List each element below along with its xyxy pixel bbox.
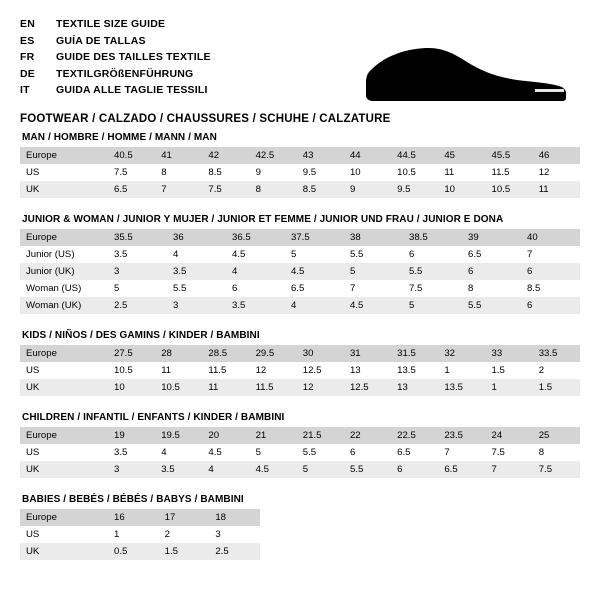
size-cell: 12.5: [344, 379, 391, 396]
size-cell: 4: [161, 447, 167, 458]
size-cell: 5.5: [344, 461, 391, 478]
size-cell: 22.5: [391, 427, 438, 444]
section-title: MAN / HOMBRE / HOMME / MANN / MAN: [22, 132, 217, 143]
size-cell: 45.5: [486, 147, 533, 164]
size-cell: 3.5: [167, 263, 226, 280]
row-label: Junior (UK): [20, 263, 108, 280]
size-cell: 41: [155, 147, 202, 164]
size-cell: 11: [533, 181, 580, 198]
row-label: Woman (UK): [20, 297, 108, 314]
section-title: BABIES / BEBÉS / BÉBÉS / BABYS / BAMBINI: [22, 494, 244, 505]
table-row: [20, 526, 260, 543]
size-cell: 6: [391, 461, 438, 478]
section-title: JUNIOR & WOMAN / JUNIOR Y MUJER / JUNIOR ET FEMME / JUNIOR UND FRAU / JUNIOR E DONA: [22, 214, 504, 225]
row-label: Europe: [20, 427, 108, 444]
size-cell: 10: [108, 379, 155, 396]
size-cell: 42.5: [250, 147, 297, 164]
size-cell: 4.5: [285, 263, 344, 280]
size-cell: 22: [344, 427, 391, 444]
size-cell: 7.5: [409, 283, 423, 294]
row-label: US: [26, 447, 40, 458]
language-code: EN: [20, 18, 35, 30]
size-cell: 3: [167, 297, 226, 314]
table-row: [20, 362, 580, 379]
size-cell: 5.5: [173, 283, 187, 294]
size-cell: 5: [255, 447, 261, 458]
page-title: FOOTWEAR / CALZADO / CHAUSSURES / SCHUHE / CALZATURE: [20, 112, 391, 125]
size-cell: 8: [250, 181, 297, 198]
size-cell: 6: [349, 447, 356, 458]
section-title: KIDS / NIÑOS / DES GAMINS / KINDER / BAMBINI: [22, 330, 260, 341]
size-cell: 13.5: [438, 379, 485, 396]
size-cell: 38.5: [403, 229, 462, 246]
size-cell: 7: [486, 461, 533, 478]
size-cell: 11: [161, 365, 172, 376]
table-row: [20, 379, 580, 396]
table-row: [20, 543, 260, 560]
size-cell: 5.5: [462, 297, 521, 314]
size-cell: 3.5: [155, 461, 202, 478]
size-cell: 12: [538, 167, 550, 178]
size-cell: 7.5: [114, 167, 128, 178]
size-cell: 6.5: [468, 249, 482, 260]
size-cell: 6: [462, 263, 521, 280]
language-row: [20, 66, 211, 83]
size-cell: 6: [232, 283, 238, 294]
size-cell: 6: [521, 297, 580, 314]
size-cell: 43: [297, 147, 344, 164]
size-cell: 9: [255, 167, 261, 178]
size-cell: 8.5: [527, 283, 541, 294]
size-cell: 38: [344, 229, 403, 246]
row-label: US: [26, 529, 40, 540]
row-label: US: [26, 167, 40, 178]
size-cell: 11.5: [491, 167, 510, 178]
size-section: [20, 132, 580, 198]
size-cell: 10.5: [486, 181, 533, 198]
size-cell: 3: [108, 263, 167, 280]
size-cell: 1.5: [491, 365, 505, 376]
size-cell: 23.5: [438, 427, 485, 444]
row-label: Europe: [20, 147, 108, 164]
size-cell: 7.5: [491, 447, 505, 458]
size-cell: 6: [521, 263, 580, 280]
size-cell: 6.5: [438, 461, 485, 478]
size-cell: 33: [486, 345, 533, 362]
size-cell: 2: [164, 529, 170, 540]
size-cell: 13: [391, 379, 438, 396]
size-cell: 10.5: [397, 167, 416, 178]
size-cell: 10.5: [155, 379, 202, 396]
size-cell: 8: [538, 447, 545, 458]
language-title: GUIDE DES TAILLES TEXTILE: [56, 51, 211, 64]
language-title: TEXTILGRÖßENFÜHRUNG: [56, 67, 194, 80]
size-cell: 31: [344, 345, 391, 362]
table-row: [20, 345, 580, 362]
size-cell: 24: [486, 427, 533, 444]
size-cell: 21: [250, 427, 297, 444]
size-cell: 0.5: [108, 543, 159, 560]
size-cell: 11: [202, 379, 249, 396]
size-cell: 11: [444, 167, 455, 178]
size-cell: 10.5: [114, 365, 133, 376]
size-cell: 40: [521, 229, 580, 246]
size-cell: 10: [349, 167, 361, 178]
size-cell: 8.5: [208, 167, 222, 178]
table-row: [20, 427, 580, 444]
size-cell: 29.5: [250, 345, 297, 362]
size-section: [20, 412, 580, 478]
size-cell: 46: [533, 147, 580, 164]
size-cell: 3: [108, 461, 155, 478]
size-cell: 1: [444, 365, 450, 376]
size-cell: 36.5: [226, 229, 285, 246]
size-section: [20, 214, 580, 314]
row-label: UK: [20, 543, 108, 560]
size-cell: 36: [167, 229, 226, 246]
size-cell: 39: [462, 229, 521, 246]
language-row: [20, 82, 211, 99]
size-cell: 4: [226, 263, 285, 280]
size-cell: 19: [108, 427, 155, 444]
size-cell: 9.5: [302, 167, 317, 178]
size-cell: 20: [202, 427, 249, 444]
size-cell: 7.5: [202, 181, 249, 198]
size-cell: 5.5: [403, 263, 462, 280]
row-label: Junior (US): [26, 249, 75, 260]
table-row: [20, 509, 260, 526]
size-cell: 7: [527, 249, 533, 260]
row-label: US: [26, 365, 40, 376]
size-cell: 5.5: [302, 447, 317, 458]
size-cell: 5: [344, 263, 403, 280]
size-cell: 30: [297, 345, 344, 362]
size-cell: 6.5: [108, 181, 155, 198]
table-row: [20, 246, 580, 263]
language-title: GUIDA ALLE TAGLIE TESSILI: [56, 84, 208, 97]
size-cell: 28: [155, 345, 202, 362]
table-row: [20, 147, 580, 164]
language-title: TEXTILE SIZE GUIDE: [56, 18, 166, 30]
size-cell: 28.5: [202, 345, 249, 362]
size-cell: 6: [409, 249, 415, 260]
row-label: UK: [20, 181, 108, 198]
size-cell: 2.5: [209, 543, 260, 560]
table-row: [20, 297, 580, 314]
size-cell: 33.5: [533, 345, 580, 362]
size-table: [20, 229, 580, 314]
size-cell: 4: [173, 249, 179, 260]
size-cell: 27.5: [108, 345, 155, 362]
size-cell: 2.5: [108, 297, 167, 314]
size-cell: 31.5: [391, 345, 438, 362]
size-cell: 6.5: [397, 447, 411, 458]
table-row: [20, 263, 580, 280]
size-cell: 45: [438, 147, 485, 164]
size-cell: 12: [255, 365, 267, 376]
size-cell: 42: [202, 147, 249, 164]
language-row: [20, 33, 211, 50]
size-cell: 5: [291, 249, 297, 260]
size-table: [20, 509, 260, 560]
language-code: ES: [20, 34, 35, 47]
size-table: [20, 427, 580, 478]
size-cell: 6.5: [291, 283, 305, 294]
row-label: UK: [20, 461, 108, 478]
table-row: [20, 164, 580, 181]
row-label: Europe: [20, 229, 108, 246]
size-cell: 11.5: [208, 365, 227, 376]
page-header: [20, 16, 580, 125]
size-cell: 7: [155, 181, 202, 198]
size-cell: 8.5: [297, 181, 344, 198]
size-cell: 5: [403, 297, 462, 314]
size-cell: 7: [444, 447, 450, 458]
size-cell: 4.5: [232, 249, 246, 260]
size-cell: 1: [486, 379, 533, 396]
size-cell: 7: [350, 283, 356, 294]
size-cell: 25: [533, 427, 580, 444]
size-cell: 9.5: [391, 181, 438, 198]
size-cell: 4.5: [208, 447, 222, 458]
size-sections: [20, 132, 580, 560]
row-label: Europe: [20, 345, 108, 362]
language-title-list: [20, 16, 211, 99]
size-cell: 3.5: [114, 249, 128, 260]
size-section: [20, 330, 580, 396]
size-cell: 10: [438, 181, 485, 198]
size-cell: 44.5: [391, 147, 438, 164]
size-table: [20, 147, 580, 198]
row-label: Woman (US): [26, 283, 82, 294]
size-table: [20, 345, 580, 396]
size-cell: 17: [159, 509, 210, 526]
dress-shoe-icon: [363, 36, 568, 106]
table-row: [20, 181, 580, 198]
size-cell: 8: [161, 167, 167, 178]
size-cell: 8: [468, 283, 474, 294]
size-cell: 44: [344, 147, 391, 164]
language-row: [20, 49, 211, 66]
size-cell: 7.5: [533, 461, 580, 478]
table-row: [20, 444, 580, 461]
row-label: Europe: [20, 509, 108, 526]
size-cell: 13.5: [397, 365, 416, 376]
table-row: [20, 280, 580, 297]
size-cell: 1: [114, 529, 120, 540]
size-cell: 11.5: [250, 379, 297, 396]
language-code: DE: [20, 67, 35, 80]
size-cell: 32: [438, 345, 485, 362]
size-cell: 4: [285, 297, 344, 314]
size-cell: 12: [297, 379, 344, 396]
size-cell: 5.5: [350, 249, 364, 260]
size-cell: 2: [538, 365, 545, 376]
language-code: FR: [20, 51, 35, 64]
table-row: [20, 229, 580, 246]
size-cell: 35.5: [108, 229, 167, 246]
table-row: [20, 461, 580, 478]
size-cell: 40.5: [108, 147, 155, 164]
row-label: UK: [20, 379, 108, 396]
size-cell: 1.5: [159, 543, 210, 560]
size-cell: 1.5: [533, 379, 580, 396]
language-code: IT: [20, 84, 30, 97]
size-cell: 16: [108, 509, 159, 526]
size-cell: 5: [114, 283, 120, 294]
size-cell: 4.5: [344, 297, 403, 314]
size-cell: 5: [297, 461, 344, 478]
size-cell: 21.5: [297, 427, 344, 444]
size-section: [20, 494, 580, 560]
size-cell: 13: [349, 365, 361, 376]
size-cell: 3.5: [114, 447, 128, 458]
size-cell: 9: [344, 181, 391, 198]
size-cell: 19.5: [155, 427, 202, 444]
language-title: GUÍA DE TALLAS: [56, 34, 146, 47]
size-cell: 3: [215, 529, 221, 540]
size-cell: 4.5: [250, 461, 297, 478]
size-cell: 12.5: [302, 365, 322, 376]
size-cell: 3.5: [226, 297, 285, 314]
language-row: [20, 16, 211, 33]
size-cell: 37.5: [285, 229, 344, 246]
size-cell: 4: [202, 461, 249, 478]
size-cell: 18: [209, 509, 260, 526]
section-title: CHILDREN / INFANTIL / ENFANTS / KINDER / BAMBINI: [22, 412, 285, 423]
